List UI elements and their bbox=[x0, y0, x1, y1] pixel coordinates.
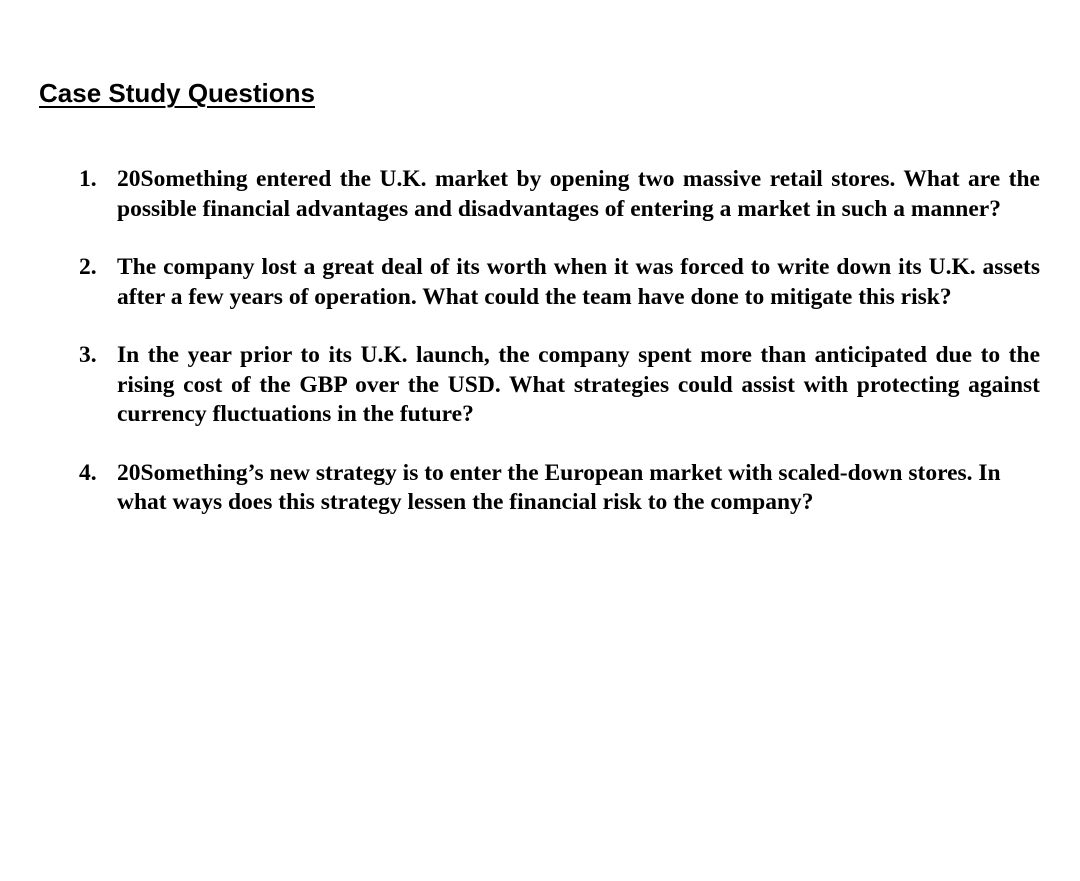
question-item-4 bbox=[0, 459, 1080, 518]
page-title: Case Study Questions bbox=[39, 78, 315, 108]
question-text: 20Something’s new strategy is to enter the European market with scaled-down stores. In what ways does this strategy lessen the financial risk to the company? bbox=[117, 459, 1001, 515]
question-list bbox=[0, 165, 1080, 547]
question-item-1 bbox=[0, 165, 1080, 224]
question-number: 2. bbox=[79, 254, 97, 280]
question-number: 1. bbox=[79, 166, 97, 192]
question-text: 20Something entered the U.K. market by opening two massive retail stores. What are the possible financial advantages and disadvantages of entering a market in such a manner? bbox=[117, 166, 1040, 222]
question-item-3 bbox=[0, 341, 1080, 430]
question-number: 3. bbox=[79, 342, 97, 368]
question-number: 4. bbox=[79, 459, 97, 486]
question-text: The company lost a great deal of its worth when it was forced to write down its U.K. assets after a few years of operation. What could the team have done to mitigate this risk? bbox=[117, 254, 1040, 310]
question-text: In the year prior to its U.K. launch, the company spent more than anticipated due to the rising cost of the GBP over the USD. What strategies could assist with protecting against currency fluctuations in the future? bbox=[117, 342, 1040, 427]
question-item-2 bbox=[0, 253, 1080, 312]
